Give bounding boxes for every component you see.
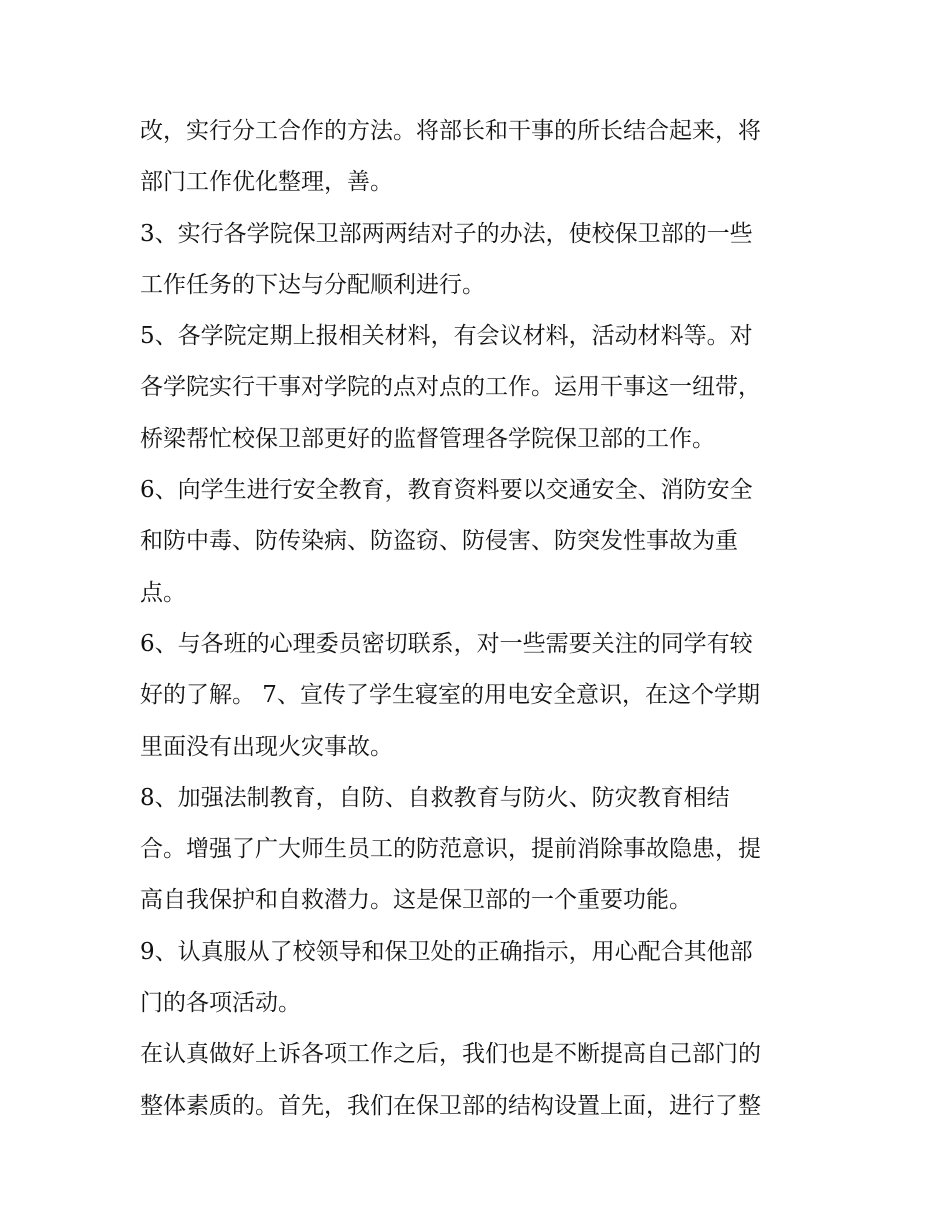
text-line: 和防中毒、防传染病、防盗窃、防侵害、防突发性事故为重 xyxy=(140,528,738,555)
text-line: 5、各学院定期上报相关材料，有会议材料，活动材料等。对 xyxy=(140,323,753,350)
text-line: 部门工作优化整理，善。 xyxy=(140,169,393,196)
text-line: 里面没有出现火灾事故。 xyxy=(140,733,393,760)
text-line: 各学院实行干事对学院的点对点的工作。运用干事这一纽带， xyxy=(140,374,761,401)
text-line: 点。 xyxy=(140,579,186,606)
document-body xyxy=(140,106,820,1132)
text-line: 桥梁帮忙校保卫部更好的监督管理各学院保卫部的工作。 xyxy=(140,425,715,452)
text-line: 9、认真服从了校领导和保卫处的正确指示，用心配合其他部 xyxy=(140,938,753,965)
text-line: 门的各项活动。 xyxy=(140,990,301,1017)
text-line: 整体素质的。首先，我们在保卫部的结构设置上面，进行了整 xyxy=(140,1092,761,1119)
text-line: 6、向学生进行安全教育，教育资料要以交通安全、消防安全 xyxy=(140,477,753,504)
text-line: 高自我保护和自救潜力。这是保卫部的一个重要功能。 xyxy=(140,887,692,914)
text-line: 6、与各班的心理委员密切联系，对一些需要关注的同学有较 xyxy=(140,630,753,657)
text-line: 好的了解。 7、宣传了学生寝室的用电安全意识，在这个学期 xyxy=(140,682,760,709)
text-line: 工作任务的下达与分配顺利进行。 xyxy=(140,271,485,298)
text-line: 在认真做好上诉各项工作之后，我们也是不断提高自己部门的 xyxy=(140,1041,761,1068)
text-line: 合。增强了广大师生员工的防范意识，提前消除事故隐患，提 xyxy=(140,836,761,863)
text-line: 改，实行分工合作的方法。将部长和干事的所长结合起来，将 xyxy=(140,118,761,144)
text-line: 3、实行各学院保卫部两两结对子的办法，使校保卫部的一些 xyxy=(140,220,753,247)
text-line: 8、加强法制教育，自防、自救教育与防火、防灾教育相结 xyxy=(140,784,730,811)
